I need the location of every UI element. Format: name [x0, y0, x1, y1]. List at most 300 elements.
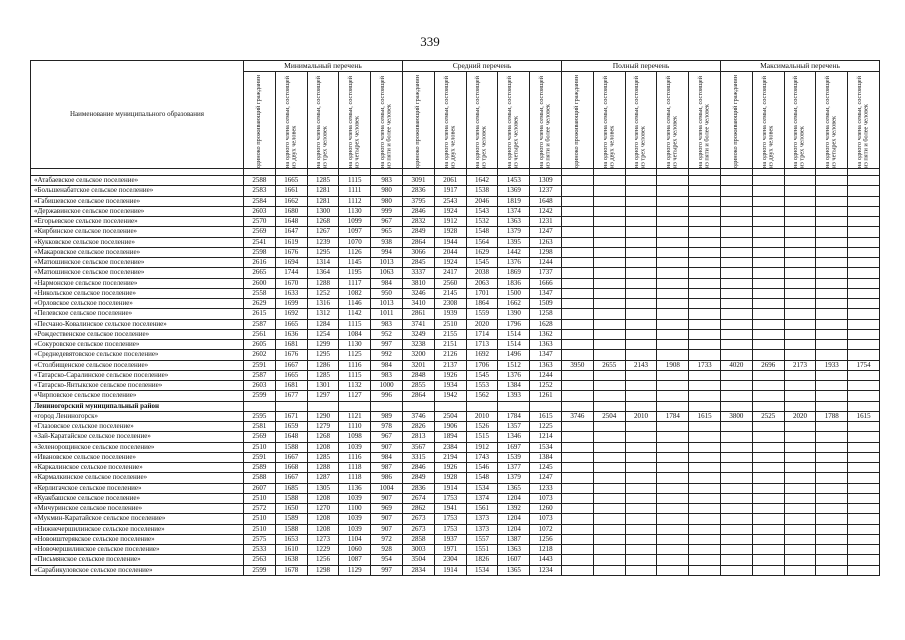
value-cell-min: 1588 [275, 442, 307, 452]
value-cell-max [784, 391, 816, 401]
value-cell-min: 972 [371, 534, 403, 544]
value-cell-full [593, 442, 625, 452]
value-cell-full [657, 217, 689, 227]
value-cell-min: 2615 [244, 309, 276, 319]
value-cell-full [689, 524, 721, 534]
table-row [31, 268, 880, 278]
value-cell-mid: 3795 [403, 196, 435, 206]
value-cell-mid: 1443 [530, 555, 562, 565]
value-cell-mid: 1395 [498, 237, 530, 247]
value-cell-full [593, 422, 625, 432]
value-cell-mid: 2560 [434, 278, 466, 288]
value-cell-min: 1694 [275, 258, 307, 268]
value-cell-full [657, 309, 689, 319]
value-cell-full [625, 237, 657, 247]
municipality-name: «Кукковское сельское поселение» [31, 237, 244, 247]
value-cell-min: 1281 [307, 196, 339, 206]
spacer-cell [466, 169, 498, 176]
value-cell-full [689, 565, 721, 575]
subheader-label: на одного члена семьи, состоящей из пяти и более человек [856, 76, 870, 168]
value-cell-max [848, 278, 880, 288]
value-cell-mid: 3337 [403, 268, 435, 278]
value-cell-min: 1670 [275, 278, 307, 288]
value-cell-max [721, 176, 753, 186]
value-cell-min: 2563 [244, 555, 276, 565]
value-cell-mid [530, 401, 562, 411]
value-cell-full [593, 524, 625, 534]
value-cell-min: 1229 [307, 545, 339, 555]
value-cell-max: 1933 [816, 360, 848, 370]
value-cell-full [657, 493, 689, 503]
value-cell-min: 1299 [307, 340, 339, 350]
value-cell-max [752, 217, 784, 227]
value-cell-full [657, 534, 689, 544]
value-cell-min: 1115 [339, 319, 371, 329]
value-cell-max [721, 565, 753, 575]
value-cell-max [816, 288, 848, 298]
value-cell-full [625, 463, 657, 473]
value-cell-full [657, 237, 689, 247]
value-cell-max [721, 555, 753, 565]
value-cell-mid: 1298 [530, 247, 562, 257]
value-cell-min: 1305 [307, 483, 339, 493]
value-cell-mid: 1509 [530, 299, 562, 309]
table-row [31, 504, 880, 514]
value-cell-full [562, 340, 594, 350]
value-cell-full [657, 370, 689, 380]
table-row [31, 545, 880, 555]
table-row [31, 442, 880, 452]
value-cell-full [657, 442, 689, 452]
value-cell-full [625, 340, 657, 350]
value-cell-max [848, 422, 880, 432]
subheader-full-4 [657, 72, 689, 169]
value-cell-full [689, 370, 721, 380]
value-cell-full [593, 278, 625, 288]
value-cell-full [593, 463, 625, 473]
value-cell-mid: 1453 [498, 176, 530, 186]
value-cell-mid: 3567 [403, 442, 435, 452]
value-cell-min: 1279 [307, 422, 339, 432]
value-cell-mid: 1545 [466, 370, 498, 380]
value-cell-max [721, 268, 753, 278]
value-cell-full [625, 206, 657, 216]
value-cell-min: 1678 [275, 565, 307, 575]
value-cell-full: 1784 [657, 411, 689, 421]
table-row [31, 473, 880, 483]
value-cell-max [848, 432, 880, 442]
value-cell-full [593, 514, 625, 524]
value-cell-mid: 1357 [498, 422, 530, 432]
table-row [31, 176, 880, 186]
value-cell-max [784, 247, 816, 257]
spacer-cell [593, 169, 625, 176]
value-cell-min: 2533 [244, 545, 276, 555]
value-cell-min: 1110 [339, 422, 371, 432]
value-cell-min: 987 [371, 463, 403, 473]
value-cell-max [752, 463, 784, 473]
value-cell-min: 2602 [244, 350, 276, 360]
value-cell-mid: 3315 [403, 452, 435, 462]
value-cell-mid: 1363 [530, 340, 562, 350]
value-cell-mid: 1628 [530, 319, 562, 329]
value-cell-min: 992 [371, 350, 403, 360]
subheader-label: одиноко проживающий гражданин [732, 74, 740, 168]
value-cell-mid: 2673 [403, 514, 435, 524]
value-cell-min: 1648 [275, 432, 307, 442]
value-cell-full [657, 524, 689, 534]
subheader-label: на одного члена семьи, состоящей из двух человек [601, 76, 616, 168]
value-cell-max [721, 258, 753, 268]
value-cell-max [784, 370, 816, 380]
value-cell-mid: 2155 [434, 329, 466, 339]
subheader-mid-2 [434, 72, 466, 169]
value-cell-full [657, 381, 689, 391]
value-cell-min: 1208 [307, 493, 339, 503]
value-cell-min: 2603 [244, 381, 276, 391]
value-cell-max [848, 452, 880, 462]
value-cell-max [816, 186, 848, 196]
value-cell-mid: 1225 [530, 422, 562, 432]
value-cell-mid: 1543 [466, 206, 498, 216]
value-cell-full [689, 186, 721, 196]
value-cell-full: 2504 [593, 411, 625, 421]
value-cell-max [752, 493, 784, 503]
value-cell-max [816, 319, 848, 329]
value-cell-max: 1754 [848, 360, 880, 370]
table-row [31, 217, 880, 227]
value-cell-full [625, 493, 657, 503]
value-cell-mid: 3091 [403, 176, 435, 186]
value-cell-max [816, 370, 848, 380]
value-cell-mid: 1365 [498, 565, 530, 575]
spacer-cell [657, 169, 689, 176]
value-cell-mid: 3741 [403, 319, 435, 329]
value-cell-max [816, 217, 848, 227]
value-cell-min: 1136 [339, 483, 371, 493]
value-cell-min: 1000 [371, 381, 403, 391]
value-cell-max [848, 299, 880, 309]
value-cell-full [657, 483, 689, 493]
value-cell-min: 2581 [244, 422, 276, 432]
value-cell-max [721, 350, 753, 360]
value-cell-mid: 3246 [403, 288, 435, 298]
value-cell-full [562, 565, 594, 575]
value-cell-full [562, 442, 594, 452]
value-cell-mid: 1496 [498, 350, 530, 360]
value-cell-mid: 2849 [403, 227, 435, 237]
value-cell-min: 1300 [307, 206, 339, 216]
value-cell-full [593, 176, 625, 186]
value-cell-min: 1286 [307, 360, 339, 370]
value-cell-full [562, 452, 594, 462]
value-cell-max [816, 504, 848, 514]
value-cell-mid: 1826 [466, 555, 498, 565]
table-row [31, 432, 880, 442]
value-cell-min: 996 [371, 391, 403, 401]
value-cell-mid: 2151 [434, 340, 466, 350]
table-row [31, 340, 880, 350]
value-cell-full [625, 176, 657, 186]
value-cell-mid: 1073 [530, 514, 562, 524]
value-cell-min: 984 [371, 452, 403, 462]
value-cell-mid: 1258 [530, 309, 562, 319]
table-row [31, 463, 880, 473]
value-cell-full [593, 555, 625, 565]
value-cell-min: 1013 [371, 258, 403, 268]
value-cell-max: 2525 [752, 411, 784, 421]
value-cell-min [371, 401, 403, 411]
value-cell-full: 3950 [562, 360, 594, 370]
subheader-label: на одного члена семьи, состоящей из четырех человек [506, 76, 520, 168]
value-cell-min: 1118 [339, 473, 371, 483]
spacer-cell [562, 169, 594, 176]
value-cell-mid: 1819 [498, 196, 530, 206]
value-cell-full [689, 319, 721, 329]
value-cell-max [816, 493, 848, 503]
value-cell-full [593, 299, 625, 309]
value-cell-mid: 1379 [498, 473, 530, 483]
subheader-label: на одного члена семьи, состоящей из трех человек [315, 76, 329, 168]
value-cell-min: 1364 [307, 268, 339, 278]
value-cell-mid: 3200 [403, 350, 435, 360]
value-cell-full [689, 237, 721, 247]
value-cell-max [816, 176, 848, 186]
value-cell-min: 1273 [307, 534, 339, 544]
table-row [31, 370, 880, 380]
spacer-cell [31, 169, 244, 176]
value-cell-min: 978 [371, 422, 403, 432]
value-cell-mid: 1914 [434, 565, 466, 575]
value-cell-max [784, 463, 816, 473]
value-cell-max [784, 258, 816, 268]
value-cell-mid: 2858 [403, 534, 435, 544]
value-cell-full [593, 401, 625, 411]
value-cell-full [593, 565, 625, 575]
table-row [31, 514, 880, 524]
value-cell-max [721, 309, 753, 319]
value-cell-min: 1070 [339, 237, 371, 247]
value-cell-max [752, 381, 784, 391]
value-cell-full [689, 534, 721, 544]
value-cell-min: 907 [371, 442, 403, 452]
value-cell-max [784, 350, 816, 360]
value-cell-min: 1285 [307, 452, 339, 462]
value-cell-full [562, 329, 594, 339]
municipality-name: «Сокуровское сельское поселение» [31, 340, 244, 350]
value-cell-min: 1118 [339, 463, 371, 473]
value-cell-max [721, 432, 753, 442]
value-cell-min: 1270 [307, 504, 339, 514]
value-cell-full [689, 268, 721, 278]
value-cell-min: 1013 [371, 299, 403, 309]
value-cell-mid: 1662 [498, 299, 530, 309]
value-cell-min: 1676 [275, 350, 307, 360]
value-cell-max [752, 555, 784, 565]
value-cell-min: 994 [371, 247, 403, 257]
value-cell-full [625, 524, 657, 534]
municipality-name: «Среднедевятовское сельское поселение» [31, 350, 244, 360]
value-cell-min: 1638 [275, 555, 307, 565]
value-cell-mid: 1374 [498, 206, 530, 216]
subheader-label: на одного члена семьи, состоящей из трех человек [792, 76, 806, 168]
value-cell-min: 1316 [307, 299, 339, 309]
value-cell-max [848, 247, 880, 257]
value-cell-max [848, 309, 880, 319]
value-cell-max [848, 565, 880, 575]
value-cell-mid: 1534 [530, 442, 562, 452]
value-cell-min: 1692 [275, 309, 307, 319]
value-cell-max [848, 555, 880, 565]
value-cell-mid: 2063 [466, 278, 498, 288]
value-cell-max [721, 381, 753, 391]
value-cell-min: 1295 [307, 350, 339, 360]
value-cell-mid: 1363 [530, 360, 562, 370]
value-cell-mid: 1347 [530, 288, 562, 298]
value-cell-full [689, 206, 721, 216]
value-cell-full [562, 391, 594, 401]
value-cell-min: 950 [371, 288, 403, 298]
value-cell-min: 1115 [339, 176, 371, 186]
value-cell-full [562, 227, 594, 237]
value-cell-max [816, 329, 848, 339]
subheader-mid-5 [530, 72, 562, 169]
value-cell-max [848, 370, 880, 380]
value-cell-min: 1290 [307, 411, 339, 421]
value-cell-mid: 1204 [498, 514, 530, 524]
value-cell-max [816, 299, 848, 309]
subheader-label: на одного члена семьи, состоящей из двух человек [442, 76, 457, 168]
value-cell-mid: 1309 [530, 176, 562, 186]
subheader-full-3 [625, 72, 657, 169]
municipality-name: «Большенабатское сельское поселение» [31, 186, 244, 196]
value-cell-mid: 1515 [466, 432, 498, 442]
value-cell-mid: 1926 [434, 463, 466, 473]
value-cell-mid: 2194 [434, 452, 466, 462]
table-row [31, 186, 880, 196]
value-cell-max [848, 206, 880, 216]
value-cell-max [721, 329, 753, 339]
value-cell-max [752, 452, 784, 462]
value-cell-mid: 1714 [466, 329, 498, 339]
value-cell-full [689, 463, 721, 473]
value-cell-max: 2020 [784, 411, 816, 421]
value-cell-max [752, 483, 784, 493]
value-cell-max [721, 463, 753, 473]
value-cell-full [562, 555, 594, 565]
value-cell-full: 2655 [593, 360, 625, 370]
table-row [31, 227, 880, 237]
value-cell-full [689, 299, 721, 309]
value-cell-mid: 2044 [434, 247, 466, 257]
value-cell-max [721, 299, 753, 309]
value-cell-min: 1208 [307, 442, 339, 452]
value-cell-max: 2173 [784, 360, 816, 370]
value-cell-full [625, 452, 657, 462]
value-cell-full [593, 309, 625, 319]
value-cell-full [689, 288, 721, 298]
value-cell-mid: 1869 [498, 268, 530, 278]
value-cell-full [593, 504, 625, 514]
value-cell-full [593, 268, 625, 278]
value-cell-mid: 1937 [434, 534, 466, 544]
value-cell-mid: 1642 [466, 176, 498, 186]
value-cell-max [784, 493, 816, 503]
spacer-cell [434, 169, 466, 176]
value-cell-max [784, 196, 816, 206]
value-cell-min: 984 [371, 278, 403, 288]
value-cell-max [816, 401, 848, 411]
table-row [31, 360, 880, 370]
value-cell-max [752, 350, 784, 360]
value-cell-max [721, 186, 753, 196]
value-cell-min: 1298 [307, 565, 339, 575]
value-cell-mid: 2061 [434, 176, 466, 186]
value-cell-max [816, 391, 848, 401]
municipality-name: «Мукмин-Каратайское сельское поселение» [31, 514, 244, 524]
subheader-label: на одного члена семьи, состоящей из пяти и более человек [538, 76, 552, 168]
value-cell-full [593, 340, 625, 350]
value-cell-full [625, 514, 657, 524]
value-cell-max [752, 524, 784, 534]
municipality-name: «Новочершилинское сельское поселение» [31, 545, 244, 555]
page-number: 339 [420, 34, 440, 49]
value-cell-mid: 1743 [466, 452, 498, 462]
value-cell-min: 2588 [244, 176, 276, 186]
subheader-full-1 [562, 72, 594, 169]
value-cell-full [689, 432, 721, 442]
value-cell-max [848, 186, 880, 196]
value-cell-max [816, 340, 848, 350]
municipality-name: «Кирбинское сельское поселение» [31, 227, 244, 237]
value-cell-mid: 2673 [403, 524, 435, 534]
value-cell-full [657, 555, 689, 565]
table-row [31, 350, 880, 360]
subheader-label: на одного члена семьи, состоящей из четырех человек [824, 76, 838, 168]
subheader-max-3 [784, 72, 816, 169]
value-cell-max [721, 370, 753, 380]
value-cell-mid: 2308 [434, 299, 466, 309]
subheader-label: на одного члена семьи, состоящей из пяти и более человек [379, 76, 393, 168]
value-cell-max [721, 452, 753, 462]
value-cell-full [593, 288, 625, 298]
value-cell-min: 1667 [275, 360, 307, 370]
value-cell-min: 1281 [307, 186, 339, 196]
value-cell-mid: 1384 [530, 452, 562, 462]
value-cell-mid: 1244 [530, 258, 562, 268]
value-cell-full [625, 370, 657, 380]
value-cell-full [593, 227, 625, 237]
value-cell-min: 1665 [275, 370, 307, 380]
value-cell-max [752, 432, 784, 442]
value-cell-mid: 1245 [530, 463, 562, 473]
value-cell-full [657, 186, 689, 196]
value-cell-full [689, 442, 721, 452]
value-cell-min: 1588 [275, 493, 307, 503]
table-row [31, 422, 880, 432]
value-cell-max [784, 186, 816, 196]
value-cell-min: 1208 [307, 524, 339, 534]
value-cell-mid: 1713 [466, 340, 498, 350]
value-cell-full [593, 452, 625, 462]
value-cell-mid: 3238 [403, 340, 435, 350]
value-cell-min: 2541 [244, 237, 276, 247]
value-cell-min: 2616 [244, 258, 276, 268]
value-cell-mid: 1906 [434, 422, 466, 432]
value-cell-full [689, 483, 721, 493]
value-cell-max [784, 329, 816, 339]
value-cell-max [721, 319, 753, 329]
